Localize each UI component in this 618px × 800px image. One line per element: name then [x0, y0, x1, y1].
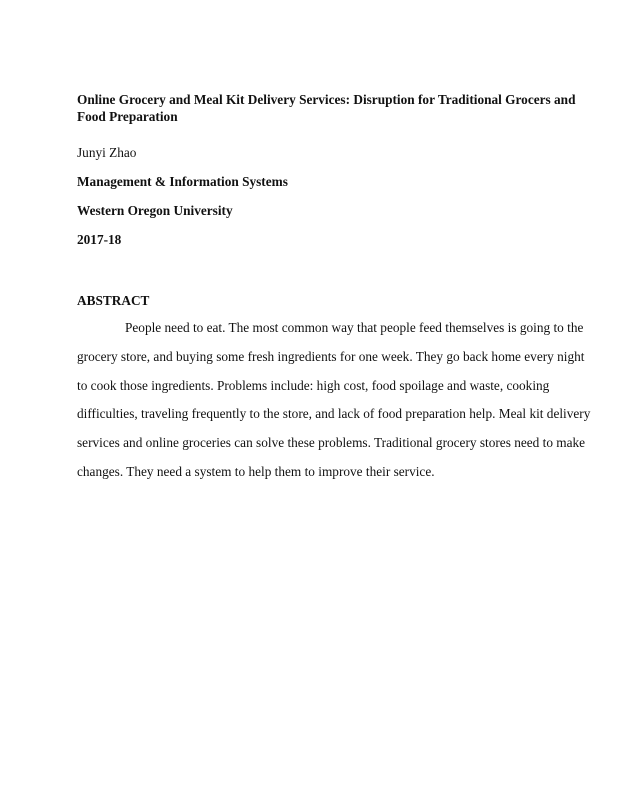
- abstract-line: to cook those ingredients. Problems include: high cost, food spoilage and waste, cooking: [77, 377, 550, 393]
- abstract-line: services and online groceries can solve these problems. Traditional grocery stores need to make: [77, 435, 586, 451]
- abstract-line: changes. They need a system to help them to improve their service.: [77, 463, 435, 479]
- abstract-body: [77, 320, 591, 493]
- author: Junyi Zhao: [77, 145, 137, 160]
- abstract-line: difficulties, traveling frequently to the store, and lack of food preparation help. Meal kit delivery: [77, 406, 591, 422]
- title-line-1: Online Grocery and Meal Kit Delivery Services: Disruption for Traditional Grocers and: [77, 92, 576, 107]
- department: Management & Information Systems: [77, 174, 288, 189]
- year: 2017-18: [77, 232, 122, 247]
- abstract-line: People need to eat. The most common way that people feed themselves is going to the: [125, 320, 584, 335]
- abstract-line: grocery store, and buying some fresh ingredients for one week. They go back home every night: [77, 348, 585, 364]
- abstract-heading: ABSTRACT: [77, 293, 150, 308]
- title-line-2: Food Preparation: [77, 109, 178, 124]
- university: Western Oregon University: [77, 203, 233, 218]
